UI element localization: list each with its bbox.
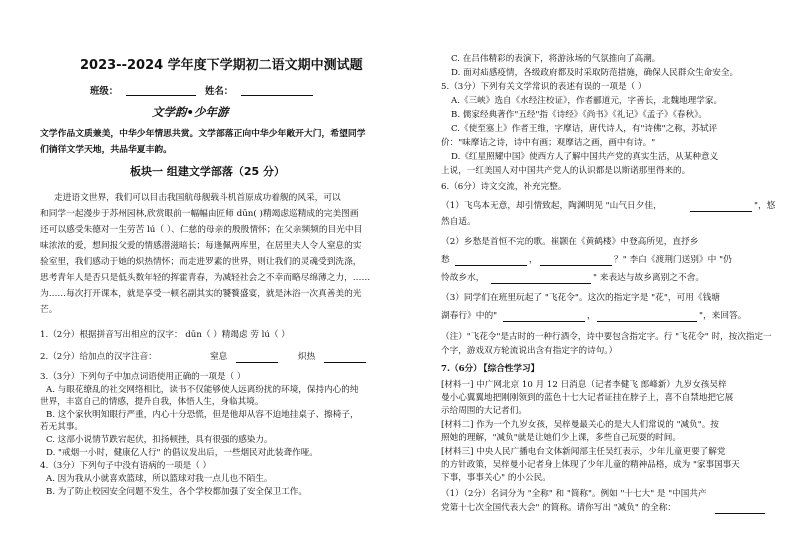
poem-line: （1）飞鸟本无意，却引情致起，陶渊明见 "山气日夕佳，	[441, 201, 662, 211]
question-6: 6.（6分）诗文交流，补充完整。	[441, 182, 567, 192]
material-line: [材料二] 作为一个九岁女孩，吴梓曼最关心的是大人们常说的 "减负"。按	[441, 420, 719, 430]
question-7: 7.（6分）	[441, 364, 482, 374]
poem-line: 湖春行》中的"	[441, 311, 498, 321]
passage-line: 味浓浓的爱，想间报父爱的情感潜滋暗长；每逢佩两库里，在居里夫人令人窒息的实	[40, 241, 362, 251]
question-4: 4.（3分）下列句子中没有语病的一项是（ ）	[40, 461, 212, 471]
passage-line: 还可以感受朱德对一生劳苦 lú（ ）、仁慈的母亲的殷殷情怀；在父亲频频的目光中目	[40, 225, 363, 235]
q7-tag: 【综合性学习】	[479, 364, 540, 374]
question-3: 3.（3分）下列句子中加点词语使用正确的一项是（ ）	[40, 372, 246, 382]
poem-sep: ，	[529, 255, 538, 265]
subtitle: 文学韵•少年游	[152, 105, 229, 119]
poem-sep: "，悠	[754, 201, 776, 211]
q2-word-1: 窒息	[210, 352, 228, 362]
material-line: 下事，事事关心" 的小公民。	[441, 473, 551, 483]
q4-option: C. 在吕伟精彩的表演下，将游泳场的气氛推向了高潮。	[451, 54, 661, 64]
q5-option: B. 儒家经典著作"五经"指《诗经》《尚书》《礼记》《孟子》《春秋》。	[451, 110, 707, 120]
material-line: [材料三] 中央人民广播电台文体新闻部主任吴红表示，少年儿童更要了解党	[441, 447, 726, 457]
material-line: 示给周围的大记者们。	[441, 406, 527, 416]
poem-line: 然自适。	[441, 217, 476, 227]
question-5: 5.（3分）下列有关文学常识的表述有误的一项是（ ）	[441, 82, 647, 92]
poem-sep: " 来表达与故乡离别之不舍。	[593, 273, 705, 283]
q7-sub-1: （1）（2分）名词分为 "全称" 和 "简称"。例如 "十七大" 是 "中国共产	[441, 489, 707, 499]
poem-sep: ，	[587, 311, 596, 321]
poem-blank	[690, 202, 752, 212]
q3-option: A. 与眼花缭乱的社交网络相比，读书不仅能够使人远离纷扰的环境，保持内心的纯	[46, 385, 359, 395]
q5-option: C.《使至塞上》作者王维，字摩诘，唐代诗人，有"诗佛"之称，苏轼评	[451, 124, 718, 134]
q5-option: A.《三峡》选自《水经注校证》，作者郦道元，字善长，北魏地理学家。	[451, 96, 723, 106]
material-line: 的方针政策，吴梓曼小记者身上体现了少年儿童的精神品格，成为 "家事国事天	[441, 460, 740, 470]
section-title: 板块一 组建文学部落（25 分）	[130, 165, 285, 178]
passage-line: 思考青年人是否只是低头数年轻的挥霍青春，为减轻社会之不幸而略尽绵薄之力，……	[40, 273, 371, 283]
q2-word-2: 炽热	[298, 352, 316, 362]
q3-option: C. 这部小说情节跌宕起伏，扣扬顿挫，具有很强的感染力。	[46, 435, 273, 445]
q3-option: 世界，丰富自己的情感，提升自我，体悟人生，身临其境。	[40, 397, 264, 407]
poem-blank	[503, 312, 585, 322]
q3-option: D. "戒烟一小时，健康亿人行" 的倡议发出后，一些烟民对此装聋作哑。	[46, 448, 318, 458]
passage-line: 为……每次打开课本，就是享受一顿名副其实的饕餮盛宴，就是沐浴一次真善美的光	[40, 289, 362, 299]
passage-line: 走进语文世界，我们可以目击我国航母舰载斗机首原成功着舰的风采，可以	[54, 193, 341, 203]
q4-option: D. 面对疝感疫情，各级政府都及时采取防范措施，确保人民群众生命安全。	[451, 68, 739, 78]
poem-blank	[597, 312, 697, 322]
intro-line-1: 文学作品文质兼美，中华少年情思共赏。文学部落正向中华少年敞开大门，希望同学	[40, 129, 366, 139]
poem-line: （3）同学们在班里玩起了 "飞花令"。这次的指定字是 "花"，可用《钱塘	[441, 293, 720, 303]
q4-option: B. 为了防止校园安全问题不发生，各个学校都加强了安全保卫工作。	[46, 487, 307, 497]
q3-option: 若无其事。	[40, 422, 83, 432]
poem-blank	[540, 256, 612, 266]
poem-sep: "，来回答。	[699, 311, 747, 321]
q7-sub-1: 党第十七次全国代表大会" 的简称。请你写出 "减负" 的全称：	[441, 503, 676, 513]
poem-line: 愁	[441, 255, 450, 265]
name-blank	[241, 86, 313, 96]
passage-line: 验室里，我们感动于她的炽热情怀；而走进罗素的世界，则让我们的灵魂受到洗涤，	[40, 257, 362, 267]
poem-line: （2）乡愁是首恒不完的歌。崔颢在《黄鹤楼》中登高所见，直抒乡	[441, 237, 699, 247]
note-line: 个字，游戏双方轮流说出含有指定字的诗句。）	[441, 346, 618, 356]
intro-line-2: 们徜徉文学天地，共品华夏丰韵。	[40, 145, 172, 155]
q5-option: D.《红星照耀中国》使西方人了解中国共产党的真实生活，从某种意义	[451, 152, 719, 162]
question-2: 2.（2分）给加点的汉字注音：	[40, 352, 157, 362]
material-line: [材料一] 中广网北京 10 月 12 日消息（记者李健飞 郎峰新）九岁女孩吴梓	[441, 380, 727, 390]
class-label: 班级：	[90, 86, 119, 97]
note-line: （注）"飞花令"是古时的一种行酒令，诗中要包含指定字。行 "飞花令" 时，按次指定一	[441, 332, 772, 342]
exam-title: 2023--2024 学年度下学期初二语文期中测试题	[80, 58, 363, 73]
answer-blank	[715, 504, 765, 514]
passage-line: 和同学一起漫步于苏州园林,欣赏眼前一幅幅由匠师 dūn( )精竭虑巡精成的完美图画	[40, 209, 359, 219]
q5-option: 价："味摩诘之诗，诗中有画；观摩诘之画，画中有诗。"	[441, 138, 656, 148]
q3-option: B. 这个家伙明知眼行严重，内心十分恐慌，但是他却从容不迫地挂桌子、擦椅子，	[46, 410, 359, 420]
q2-blank-2	[324, 353, 366, 363]
name-label: 姓名：	[205, 86, 234, 97]
material-line: 曼小心翼翼地把刚刚领到的蓝色十七大记者证挂在脖子上，喜不自禁地把它展	[441, 393, 734, 403]
poem-line: 怜故乡水，	[441, 273, 485, 283]
passage-line: 芒。	[40, 305, 58, 315]
q2-blank-1	[236, 353, 278, 363]
material-line: 照她的理解，"减负"就是让她们少上课，多些自己玩耍的时间。	[441, 433, 681, 443]
poem-blank	[455, 256, 527, 266]
question-1: 1.（2分）根据拼音写出相应的汉字： dūn（ ）精竭虑 劳 lú（ ）	[40, 330, 290, 340]
poem-blank	[491, 274, 591, 284]
q4-option: A. 因为我从小就喜欢篮球，所以篮球对我一点儿也不陌生。	[46, 474, 273, 484]
poem-sep: ？" 李白《渡荆门送别》中 "仍	[614, 255, 732, 265]
q5-option: 上说，一红美国人对中国共产党人的认识都是以斯诺那里得来的。	[441, 166, 691, 176]
class-blank	[126, 86, 196, 96]
